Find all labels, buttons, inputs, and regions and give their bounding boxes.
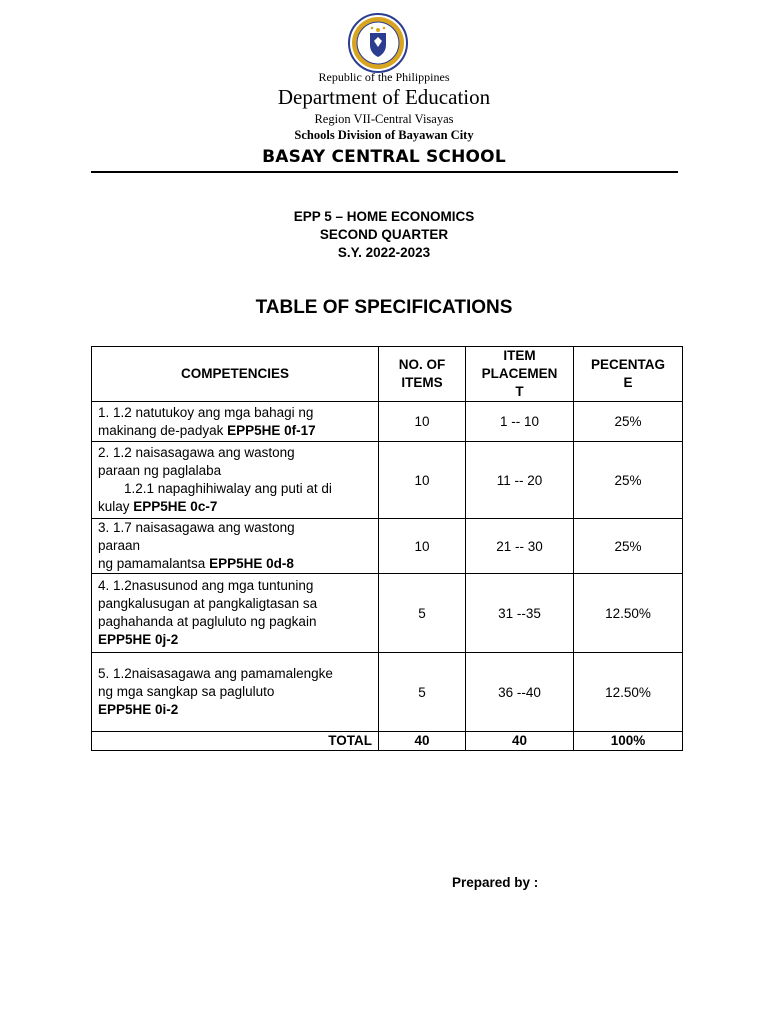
prepared-by-label: Prepared by : bbox=[452, 875, 539, 890]
republic-label: Republic of the Philippines bbox=[318, 70, 450, 84]
competency-cell: 3. 1.7 naisasagawa ang wastong paraan ng pamamalantsa EPP5HE 0d-8 bbox=[92, 519, 379, 574]
competency-code: EPP5HE 0f-17 bbox=[227, 422, 316, 438]
percent-cell: 12.50% bbox=[574, 574, 683, 653]
competency-code: EPP5HE 0j-2 bbox=[98, 632, 179, 647]
competency-cell: 5. 1.2naisasagawa ang pamamalengke ng mga sangkap sa pagluluto EPP5HE 0i-2 bbox=[92, 653, 379, 732]
competency-code: EPP5HE 0i-2 bbox=[98, 702, 179, 717]
total-items: 40 bbox=[379, 732, 466, 751]
placement-cell: 31 --35 bbox=[466, 574, 574, 653]
header-no-of-items: NO. OF ITEMS bbox=[379, 347, 466, 402]
competency-cell: 4. 1.2nasusunod ang mga tuntuning pangkalusugan at pangkaligtasan sa paghahanda at pagluluto ng pagkain EPP5HE 0j-2 bbox=[92, 574, 379, 653]
percent-cell: 25% bbox=[574, 442, 683, 519]
total-row bbox=[92, 732, 683, 751]
table-header-row bbox=[92, 347, 683, 402]
header-percentage: PECENTAG E bbox=[574, 347, 683, 402]
competency-cell: 2. 1.2 naisasagawa ang wastong paraan ng paglalaba 1.2.1 napaghihiwalay ang puti at di kulay EPP5HE 0c-7 bbox=[92, 442, 379, 519]
items-cell: 5 bbox=[379, 653, 466, 732]
department-name: Department of Education bbox=[277, 85, 491, 109]
region-label: Region VII-Central Visayas bbox=[314, 112, 454, 126]
competency-code: EPP5HE 0c-7 bbox=[133, 499, 218, 514]
quarter-label: SECOND QUARTER bbox=[319, 227, 449, 242]
header-divider bbox=[91, 171, 678, 173]
specifications-table bbox=[91, 346, 683, 751]
table-row bbox=[92, 442, 683, 519]
percent-cell: 25% bbox=[574, 402, 683, 442]
page-title: TABLE OF SPECIFICATIONS bbox=[255, 297, 513, 318]
items-cell: 5 bbox=[379, 574, 466, 653]
total-label: TOTAL bbox=[92, 732, 379, 751]
placement-cell: 36 --40 bbox=[466, 653, 574, 732]
division-label: Schools Division of Bayawan City bbox=[294, 128, 474, 142]
competency-cell: 1. 1.2 natutukoy ang mga bahagi ng makinang de-padyak EPP5HE 0f-17 bbox=[92, 402, 379, 442]
table-row bbox=[92, 519, 683, 574]
placement-cell: 1 -- 10 bbox=[466, 402, 574, 442]
subject-block bbox=[0, 208, 768, 262]
percent-cell: 25% bbox=[574, 519, 683, 574]
items-cell: 10 bbox=[379, 519, 466, 574]
school-name: BASAY CENTRAL SCHOOL bbox=[262, 147, 506, 167]
table-row bbox=[92, 653, 683, 732]
placement-cell: 21 -- 30 bbox=[466, 519, 574, 574]
school-year: S.Y. 2022-2023 bbox=[337, 245, 431, 260]
percent-cell: 12.50% bbox=[574, 653, 683, 732]
items-cell: 10 bbox=[379, 402, 466, 442]
placement-cell: 11 -- 20 bbox=[466, 442, 574, 519]
header-item-placement: ITEM PLACEMEN T bbox=[466, 347, 574, 402]
header-competencies: COMPETENCIES bbox=[92, 347, 379, 402]
competency-code: EPP5HE 0d-8 bbox=[209, 556, 294, 571]
total-percent: 100% bbox=[574, 732, 683, 751]
total-placement: 40 bbox=[466, 732, 574, 751]
subject-title: EPP 5 – HOME ECONOMICS bbox=[293, 209, 475, 224]
table-row bbox=[92, 402, 683, 442]
deped-seal-logo bbox=[348, 13, 408, 73]
table-row bbox=[92, 574, 683, 653]
items-cell: 10 bbox=[379, 442, 466, 519]
